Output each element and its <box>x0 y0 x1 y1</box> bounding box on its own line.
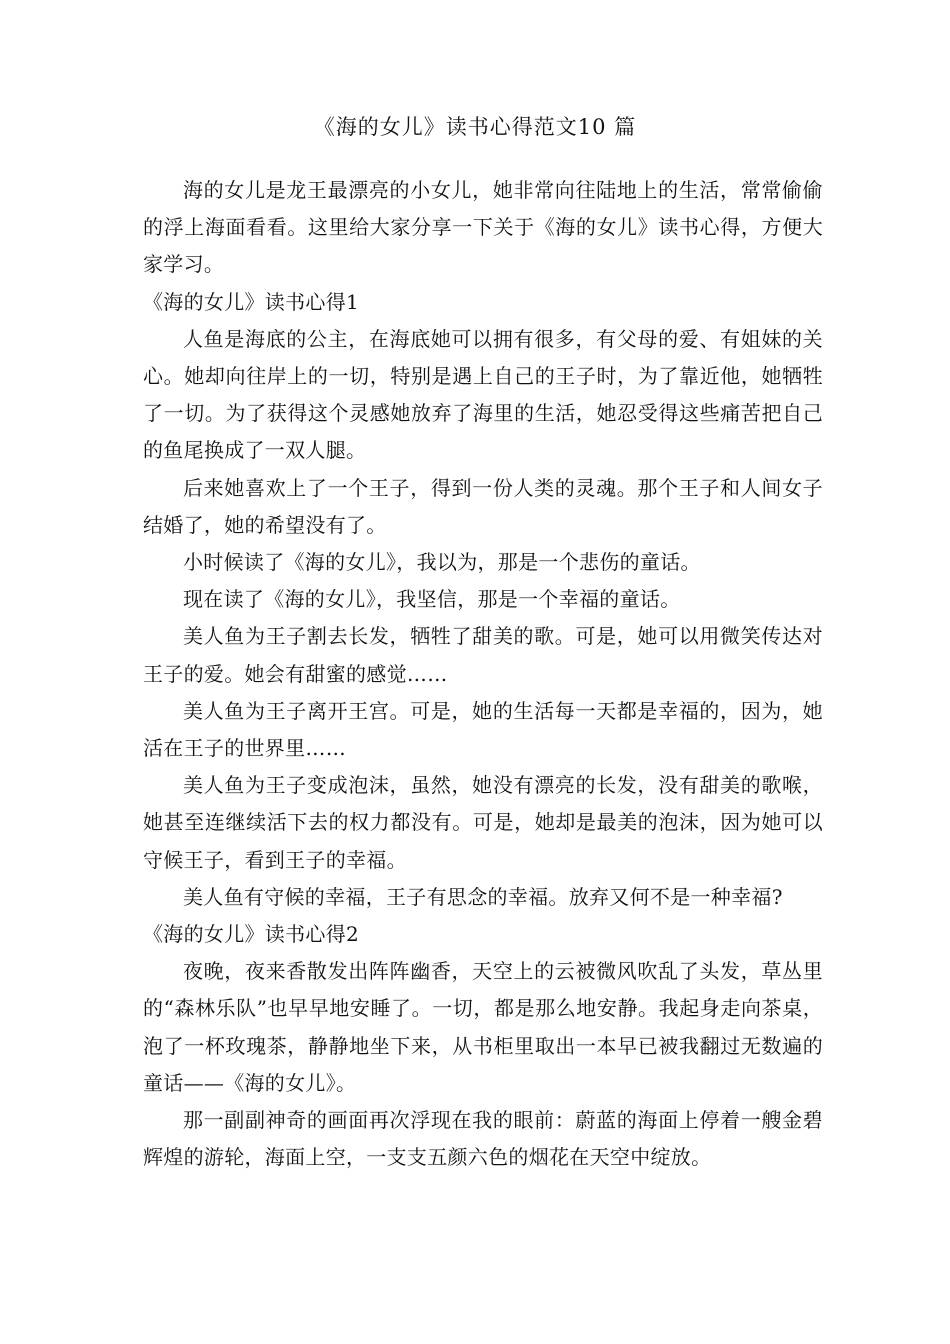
section1-paragraph: 美人鱼有守候的幸福，王子有思念的幸福。放弃又何不是一种幸福? <box>183 884 783 909</box>
intro-paragraph: 海的女儿是龙王最漂亮的小女儿，她非常向往陆地上的生活，常常偷偷的浮上海面看看。这里给大家分享一下关于《海的女儿》读书心得，方便大家学习。 <box>143 178 823 277</box>
document-body <box>143 172 823 1176</box>
section1-paragraph: 美人鱼为王子割去长发，牺牲了甜美的歌。可是，她可以用微笑传达对王子的爱。她会有甜蜜的感觉…… <box>143 624 823 686</box>
section1-paragraph: 小时候读了《海的女儿》，我以为，那是一个悲伤的童话。 <box>183 550 701 575</box>
document-title: 《海的女儿》读书心得范文10 篇 <box>313 115 637 139</box>
section1-paragraph: 人鱼是海底的公主，在海底她可以拥有很多，有父母的爱、有姐妹的关心。她却向往岸上的一切，特别是遇上自己的王子时，为了靠近他，她牺牲了一切。为了获得这个灵感她放弃了海里的生活，她忍受得这些痛苦把自己的鱼尾换成了一双人腿。 <box>143 326 823 463</box>
section1-paragraph: 美人鱼为王子变成泡沫，虽然，她没有漂亮的长发，没有甜美的歌喉，她甚至连继续活下去的权力都没有。可是，她却是最美的泡沫，因为她可以守候王子，看到王子的幸福。 <box>143 773 823 872</box>
section-heading-2: 《海的女儿》读书心得2 <box>143 922 360 947</box>
section1-paragraph: 后来她喜欢上了一个王子，得到一份人类的灵魂。那个王子和人间女子结婚了，她的希望没有了。 <box>143 475 823 537</box>
section-heading-1: 《海的女儿》读书心得1 <box>143 289 360 314</box>
section2-paragraph: 那一副副神奇的画面再次浮现在我的眼前：蔚蓝的海面上停着一艘金碧辉煌的游轮，海面上空，一支支五颜六色的烟花在天空中绽放。 <box>143 1108 823 1170</box>
section2-paragraph: 夜晚，夜来香散发出阵阵幽香，天空上的云被微风吹乱了头发，草丛里的“森林乐队”也早早地安睡了。一切，都是那么地安静。我起身走向茶桌，泡了一杯玫瑰茶，静静地坐下来，从书柜里取出一本早已被我翻过无数遍的童话——《海的女儿》。 <box>143 959 823 1095</box>
section1-paragraph: 美人鱼为王子离开王宫。可是，她的生活每一天都是幸福的，因为，她活在王子的世界里…… <box>143 698 823 761</box>
section1-paragraph: 现在读了《海的女儿》，我坚信，那是一个幸福的童话。 <box>183 587 681 612</box>
